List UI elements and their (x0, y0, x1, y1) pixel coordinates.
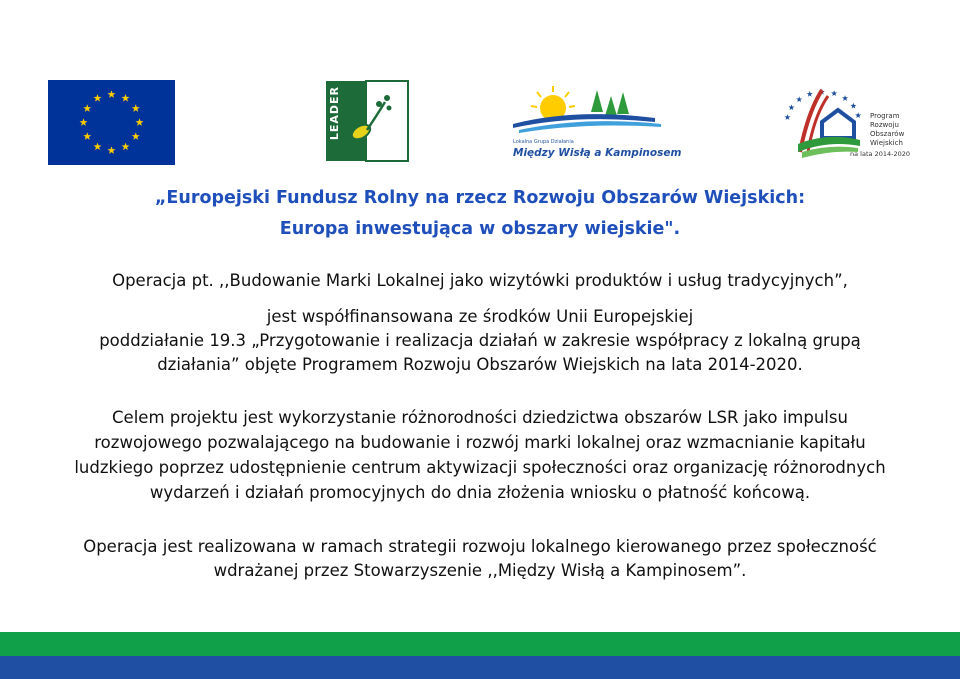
implementation-line-1: Operacja jest realizowana w ramach strategii rozwoju lokalnego kierowanego przez społeczność (83, 537, 877, 556)
leader-text: LEADER (328, 86, 341, 141)
lgd-small-text: Lokalna Grupa Działania (513, 139, 574, 145)
lgd-logo-icon (505, 82, 665, 142)
operation-line-4: działania” objęte Programem Rozwoju Obszarów Wiejskich na lata 2014-2020. (157, 355, 803, 374)
prow-line-4: Wiejskich (870, 139, 903, 147)
prow-logo (778, 82, 913, 162)
prow-line-3: Obszarów (870, 130, 905, 138)
footer-band-green (0, 632, 960, 656)
prow-star (850, 103, 856, 109)
heading-line-1: „Europejski Fundusz Rolny na rzecz Rozwoju Obszarów Wiejskich: (154, 188, 806, 208)
eu-flag-logo (48, 80, 175, 165)
footer-band-blue (0, 656, 960, 679)
lgd-name-text: Między Wisłą a Kampinosem (513, 147, 682, 159)
goal-line-4: wydarzeń i działań promocyjnych do dnia złożenia wniosku o płatność końcową. (149, 483, 811, 502)
implementation-line-2: wdrażanej przez Stowarzyszenie ,,Między Wisłą a Kampinosem”. (213, 561, 747, 580)
prow-star (796, 96, 802, 102)
prow-star (807, 91, 813, 97)
prow-logo-icon (778, 82, 868, 160)
prow-star (784, 114, 790, 120)
prow-star (788, 104, 794, 110)
prow-star (831, 90, 837, 96)
prow-star (842, 95, 848, 101)
prow-years: na lata 2014-2020 (850, 150, 910, 158)
eu-flag-icon (48, 80, 175, 165)
goal-line-2: rozwojowego pozwalającego na budowanie i rozwój marki lokalnej oraz wzmacnianie kapitału (94, 433, 866, 452)
goal-line-3: ludzkiego poprzez udostępnienie centrum aktywizacji społeczności oraz organizację różnorodnych (74, 458, 886, 477)
heading-line-2: Europa inwestująca w obszary wiejskie". (279, 219, 681, 239)
leader-logo (325, 80, 409, 162)
prow-line-2: Rozwoju (870, 121, 899, 129)
operation-line-2: jest współfinansowana ze środków Unii Europejskiej (266, 307, 694, 326)
operation-line-1: Operacja pt. ,,Budowanie Marki Lokalnej jako wizytówki produktów i usług tradycyjnych”, (112, 271, 848, 290)
prow-star (855, 112, 861, 118)
operation-line-3: poddziałanie 19.3 „Przygotowanie i realizacja działań w zakresie współpracy z lokalną grupą (99, 331, 861, 350)
prow-line-1: Program (870, 112, 900, 120)
goal-line-1: Celem projektu jest wykorzystanie różnorodności dziedzictwa obszarów LSR jako impulsu (112, 408, 848, 427)
lgd-logo (505, 82, 682, 164)
